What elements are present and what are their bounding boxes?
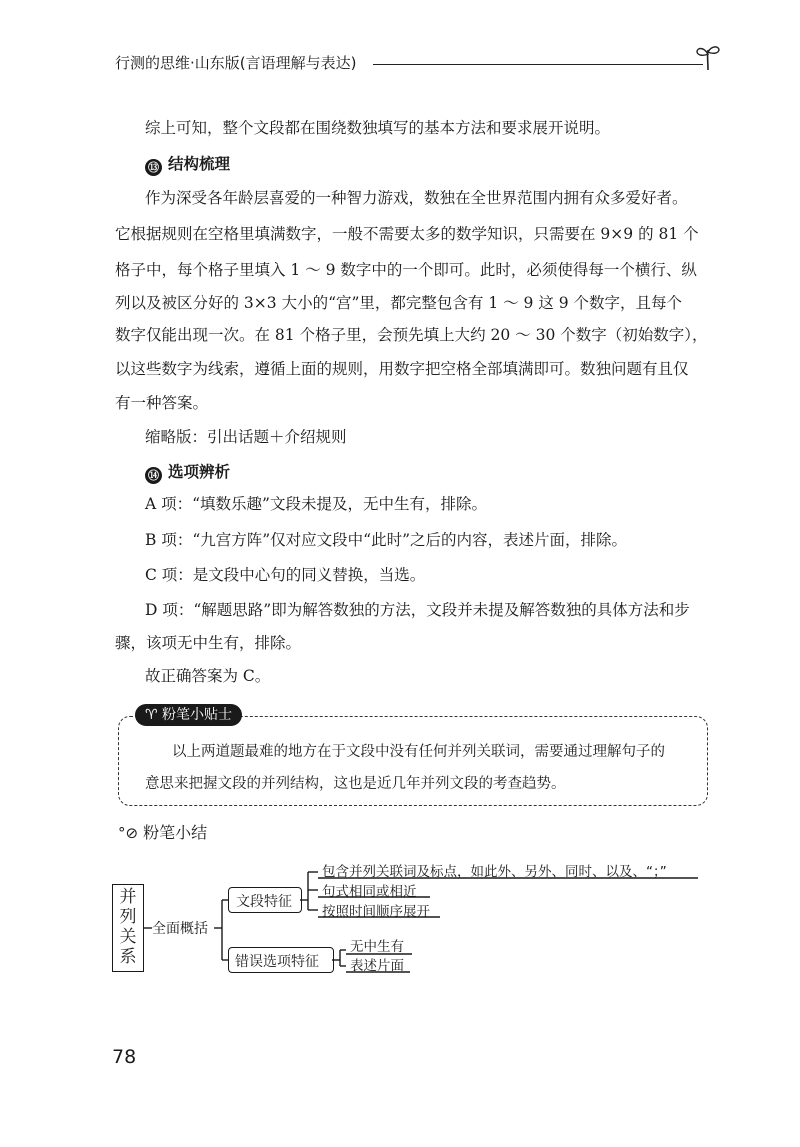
tips-line-1: 以上两道题最难的地方在于文段中没有任何并列关联词，需要通过理解句子的 [172, 744, 665, 760]
mindmap-branch-1-box [228, 887, 302, 913]
tips-line-2: 意思来把握文段的并列结构，这也是近几年并列文段的考查趋势。 [145, 776, 566, 792]
answer-line: 故正确答案为 C。 [145, 667, 271, 685]
pencil-icon: °⊘ [118, 824, 139, 842]
structure-line-6: 以这些数字为线索，遵循上面的规则，用数字把空格全部填满即可。数独问题有且仅 [115, 360, 689, 378]
mindmap-branch-1-item-2: 句式相同或相近 [322, 884, 417, 900]
mindmap-branch-2-item-1: 无中生有 [350, 939, 404, 955]
structure-line-7: 有一种答案。 [115, 394, 209, 412]
mindmap-branch-1-item-1: 包含并列关联词及标点，如此外、另外、同时、以及、“；” [322, 864, 667, 880]
tips-label-text: 粉笔小贴士 [162, 707, 233, 723]
options-heading-text: 选项辨析 [168, 463, 231, 481]
conclusion-paragraph: 综上可知，整个文段都在围绕数独填写的基本方法和要求展开说明。 [145, 119, 611, 137]
structure-line-1: 作为深受各年龄层喜爱的一种智力游戏，数独在全世界范围内拥有众多爱好者。 [145, 189, 688, 207]
header-title: 行测的思维·山东版(言语理解与表达) [115, 54, 357, 72]
mindmap-branch-2-label: 错误选项特征 [235, 954, 319, 970]
mindmap-branch-2-box [228, 947, 334, 973]
structure-line-3: 格子中，每个格子里填入 1 ～ 9 数字中的一个即可。此时，必须使得每一个横行、纵 [115, 261, 697, 279]
mindmap-branch-1-label: 文段特征 [236, 894, 292, 910]
structure-line-5: 数字仅能出现一次。在 81 个格子里，会预先填上大约 20 ～ 30 个数字（初始数字）， [115, 326, 708, 344]
section-number-icon: ⑭ [145, 467, 162, 484]
option-b: B 项：“九宫方阵”仅对应文段中“此时”之后的内容，表述片面，排除。 [145, 531, 628, 549]
summary-title-text: 粉笔小结 [143, 823, 208, 842]
option-a: A 项：“填数乐趣”文段未提及，无中生有，排除。 [145, 495, 487, 513]
section-number-icon: ⑬ [145, 159, 162, 176]
mindmap-branch-2-item-2: 表述片面 [350, 958, 404, 974]
sprout-icon: ♈ [145, 707, 158, 723]
structure-summary: 缩略版：引出话题＋介绍规则 [145, 428, 347, 446]
option-d-line-2: 骤，该项无中生有，排除。 [115, 634, 302, 652]
structure-heading-text: 结构梳理 [168, 155, 231, 173]
option-d-line-1: D 项：“解题思路”即为解答数独的方法，文段并未提及解答数独的具体方法和步 [145, 601, 690, 619]
mindmap-root: 并 列 关 系 [112, 884, 144, 972]
structure-line-2: 它根据规则在空格里填满数字，一般不需要太多的数学知识，只需要在 9×9 的 81 个 [115, 225, 699, 243]
mindmap-middle: 全面概括 [152, 921, 208, 937]
structure-line-4: 列以及被区分好的 3×3 大小的“宫”里，都完整包含有 1 ～ 9 这 9 个数字，且每个 [115, 294, 683, 312]
page-number: 78 [112, 1046, 137, 1068]
mindmap-branch-1-item-3: 按照时间顺序展开 [322, 904, 430, 920]
option-c: C 项：是文段中心句的同义替换，当选。 [145, 566, 426, 584]
